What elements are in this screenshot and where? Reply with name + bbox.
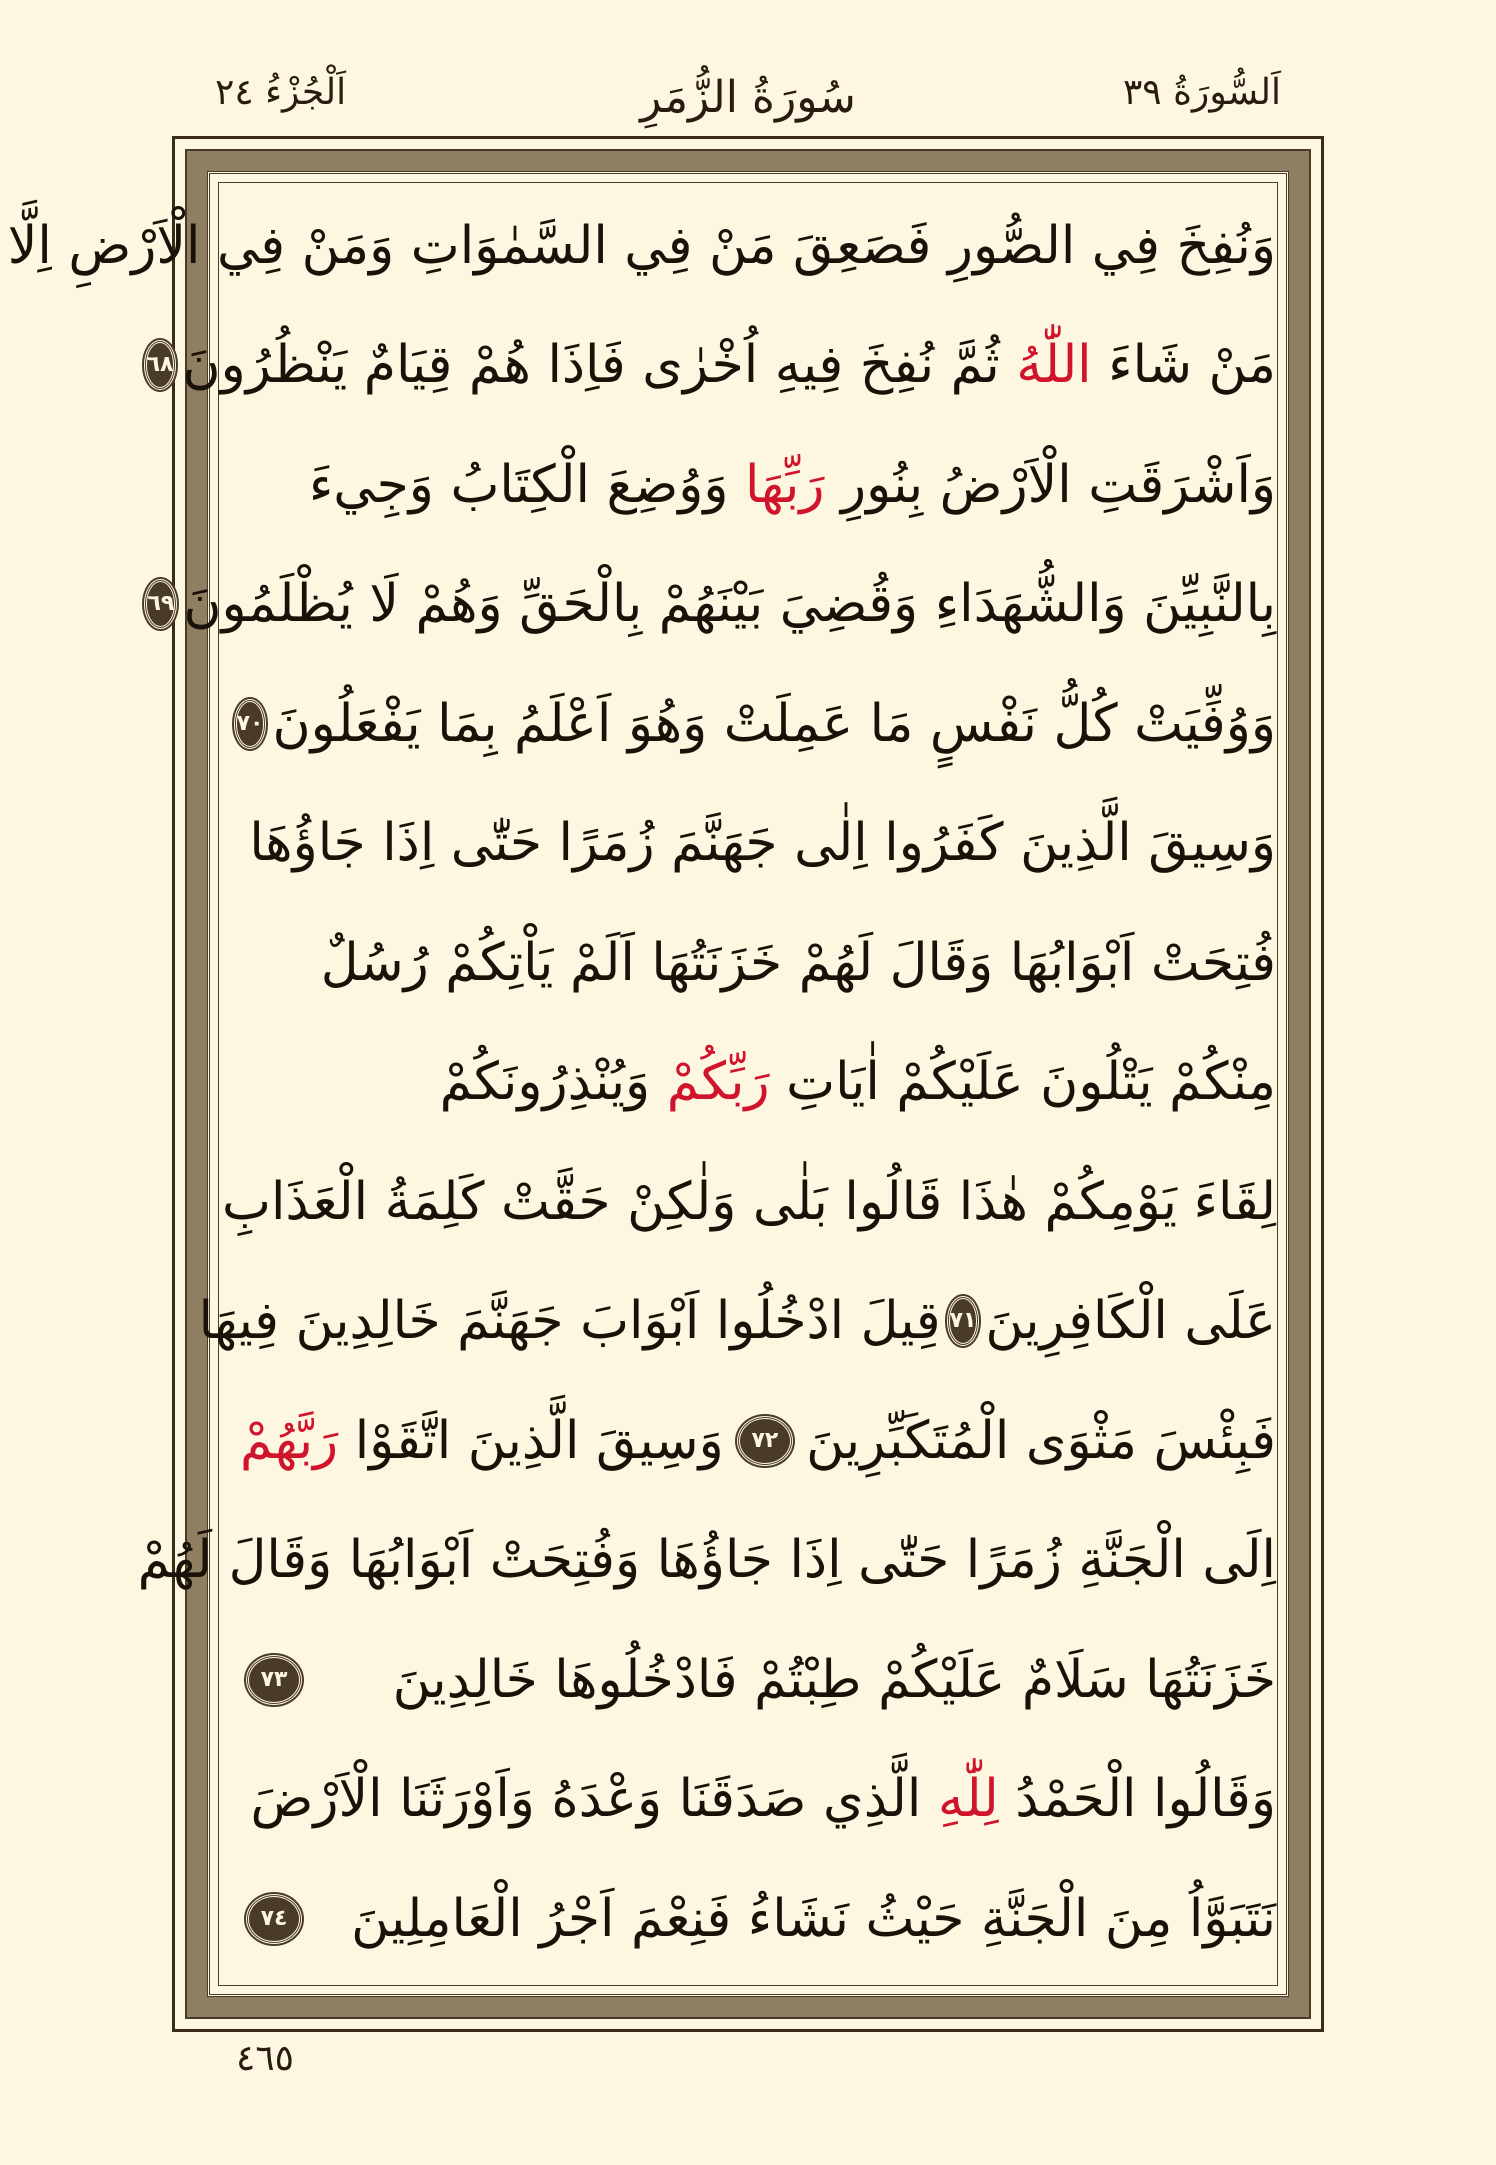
divine-name-word: لِلّٰهِ [937, 1769, 999, 1830]
ayah-number-marker: ٧٣ [246, 1655, 302, 1705]
verse-line [146, 306, 1276, 426]
verse-text: مِنْكُمْ يَتْلُونَ عَلَيْكُمْ اٰيَاتِ [769, 1052, 1276, 1113]
surah-title: سُورَةُ الزُّمَرِ [640, 72, 856, 123]
verse-text: فَبِئْسَ مَثْوَى الْمُتَكَبِّرِينَ [806, 1410, 1276, 1471]
verse-line [222, 1142, 1276, 1262]
verse-line [240, 1740, 1276, 1860]
verse-line [240, 1620, 1276, 1740]
ayah-number-marker: ٧٠ [234, 699, 267, 749]
verse-segment [308, 454, 1276, 515]
ayah-number-marker: ٧١ [947, 1296, 980, 1346]
verse-text: نَتَبَوَّاُ مِنَ الْجَنَّةِ حَيْثُ نَشَاءُ فَنِعْمَ اَجْرُ الْعَامِلِينَ [351, 1888, 1276, 1949]
verse-text: عَلَى الْكَافِرِينَ [985, 1291, 1276, 1352]
verse-line [7, 186, 1276, 306]
verse-segment [351, 1888, 1276, 1949]
verse-segment [240, 1410, 724, 1471]
verse-segment [182, 335, 1276, 396]
verse-line [236, 664, 1276, 784]
verse-segment [250, 1769, 1276, 1830]
ayah-number-marker: ٦٨ [144, 340, 177, 390]
verse-segment [392, 1649, 1276, 1710]
verse-text: وَسِيقَ الَّذِينَ اتَّقَوْا [338, 1410, 724, 1471]
page-header [0, 58, 1496, 128]
page-number: ٤٦٥ [236, 2038, 295, 2079]
verse-line [240, 1381, 1276, 1501]
verse-segment [439, 1052, 1276, 1113]
surah-number-label: اَلسُّورَةُ ٣٩ [1122, 72, 1281, 113]
verse-segment [222, 1171, 1276, 1232]
verse-segment [7, 215, 1276, 276]
verse-text: خَزَنَتُهَا سَلَامٌ عَلَيْكُمْ طِبْتُمْ فَادْخُلُوهَا خَالِدِينَ [392, 1649, 1276, 1710]
verse-segment [249, 813, 1276, 874]
verse-text: وَاَشْرَقَتِ الْاَرْضُ بِنُورِ [824, 454, 1276, 515]
verse-segment: قِيلَ ادْخُلُوا اَبْوَابَ جَهَنَّمَ خَالِدِينَ فِيهَا [198, 1291, 941, 1352]
verse-line [137, 1501, 1276, 1621]
verse-segment [137, 1530, 1276, 1591]
verse-segment [985, 1291, 1276, 1352]
verse-segment [806, 1410, 1276, 1471]
verse-text: وَيُنْذِرُونَكُمْ [439, 1052, 667, 1113]
juz-label: اَلْجُزْءُ ٢٤ [215, 72, 347, 113]
verse-line [240, 1859, 1276, 1979]
verse-text: وَوُضِعَ الْكِتَابُ وَجِيءَ [308, 454, 746, 515]
divine-name-word: اللّٰهُ [1016, 335, 1092, 396]
divine-name-word: رَبِّهَا [745, 454, 825, 515]
divine-name-word: رَبِّكُمْ [666, 1052, 770, 1113]
verse-text: فُتِحَتْ اَبْوَابُهَا وَقَالَ لَهُمْ خَزَنَتُهَا اَلَمْ يَاْتِكُمْ رُسُلٌ [320, 932, 1276, 993]
verse-text: وَوُفِّيَتْ كُلُّ نَفْسٍ مَا عَمِلَتْ وَهُوَ اَعْلَمُ بِمَا يَفْعَلُونَ [272, 693, 1276, 754]
verse-text: الَّذِي صَدَقَنَا وَعْدَهُ وَاَوْرَثَنَا الْاَرْضَ [250, 1769, 938, 1830]
verse-segment [183, 574, 1276, 635]
verse-text: وَنُفِخَ فِي الصُّورِ فَصَعِقَ مَنْ فِي السَّمٰوَاتِ وَمَنْ فِي الْاَرْضِ اِلَّا [7, 215, 1276, 276]
ayah-number-marker: ٧٤ [246, 1894, 302, 1944]
verse-text: لِقَاءَ يَوْمِكُمْ هٰذَا قَالُوا بَلٰى وَلٰكِنْ حَقَّتْ كَلِمَةُ الْعَذَابِ [222, 1171, 1276, 1232]
verse-text: مَنْ شَاءَ [1091, 335, 1276, 396]
verse-text: وَسِيقَ الَّذِينَ كَفَرُوا اِلٰى جَهَنَّمَ زُمَرًا حَتّٰى اِذَا جَاؤُهَا [249, 813, 1276, 874]
verse-text: ثُمَّ نُفِخَ فِيهِ اُخْرٰى فَاِذَا هُمْ قِيَامٌ يَنْظُرُونَ [182, 335, 1017, 396]
ayah-number-marker: ٦٩ [144, 579, 177, 629]
verse-line [240, 1023, 1276, 1143]
verse-line [240, 425, 1276, 545]
verse-line [240, 784, 1276, 904]
verse-text: وَقَالُوا الْحَمْدُ [998, 1769, 1276, 1830]
verse-line [240, 903, 1276, 1023]
verse-line [198, 1262, 1276, 1382]
verse-line [147, 545, 1276, 665]
verse-text: اِلَى الْجَنَّةِ زُمَرًا حَتّٰى اِذَا جَاؤُهَا وَفُتِحَتْ اَبْوَابُهَا وَقَالَ لَهُمْ [137, 1530, 1276, 1591]
verse-segment [272, 693, 1276, 754]
verse-segment [320, 932, 1276, 993]
divine-name-word: رَبَّهُمْ [240, 1410, 339, 1471]
ayah-number-marker: ٧٢ [737, 1416, 793, 1466]
verse-text: بِالنَّبِيِّنَ وَالشُّهَدَاءِ وَقُضِيَ بَيْنَهُمْ بِالْحَقِّ وَهُمْ لَا يُظْلَمُونَ [183, 574, 1276, 635]
verse-text-area [7, 186, 1276, 1986]
